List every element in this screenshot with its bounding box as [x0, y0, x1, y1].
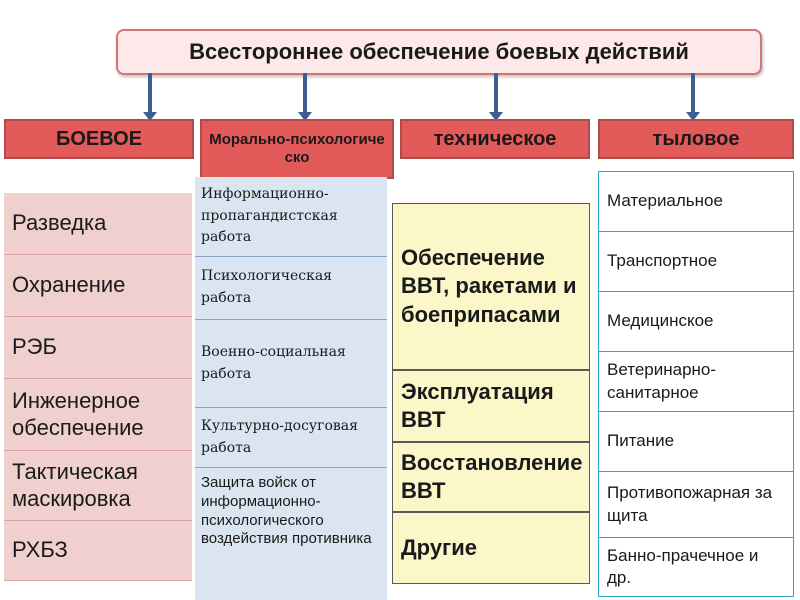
category-moral: Морально-психологическо — [200, 119, 394, 179]
technical-item: Обеспечение ВВТ, ракетами и боеприпасами — [393, 204, 589, 371]
rear-item: Транспортное — [599, 232, 793, 292]
technical-item: Другие — [393, 513, 589, 583]
combat-item: Инженерное обеспечение — [4, 379, 192, 451]
combat-column — [4, 193, 192, 581]
moral-item: Культурно-досуговая работа — [195, 408, 387, 468]
combat-item: Тактическая маскировка — [4, 451, 192, 521]
category-combat: БОЕВОЕ — [4, 119, 194, 159]
diagram-title: Всестороннее обеспечение боевых действий — [116, 29, 762, 75]
moral-item: Информационно-пропагандистская работа — [195, 177, 387, 257]
technical-item: Эксплуатация ВВТ — [393, 371, 589, 443]
combat-item: Разведка — [4, 193, 192, 255]
moral-item: Защита войск от информационно-психологического воздействия противника — [195, 468, 387, 600]
arrow-to-moral — [303, 73, 307, 113]
combat-item: Охранение — [4, 255, 192, 317]
arrow-to-combat — [148, 73, 152, 113]
moral-item: Военно-социальная работа — [195, 320, 387, 408]
rear-column — [598, 171, 794, 597]
category-technical: техническое — [400, 119, 590, 159]
rear-item: Банно-прачечное и др. — [607, 545, 759, 587]
combat-item: РХБЗ — [4, 521, 192, 581]
rear-item: Питание — [599, 412, 793, 472]
rear-item: Медицинское — [599, 292, 793, 352]
technical-item: Восстановление ВВТ — [393, 443, 589, 513]
moral-column — [195, 177, 387, 600]
combat-item: РЭБ — [4, 317, 192, 379]
rear-item: Противопожарная защита — [599, 472, 793, 538]
moral-item: Психологическая работа — [195, 257, 387, 320]
category-rear: тыловое — [598, 119, 794, 159]
rear-item: Материальное — [599, 172, 793, 232]
technical-column — [392, 203, 590, 584]
arrow-to-rear — [691, 73, 695, 113]
arrow-to-technical — [494, 73, 498, 113]
rear-item: Ветеринарно-санитарное — [599, 352, 793, 412]
